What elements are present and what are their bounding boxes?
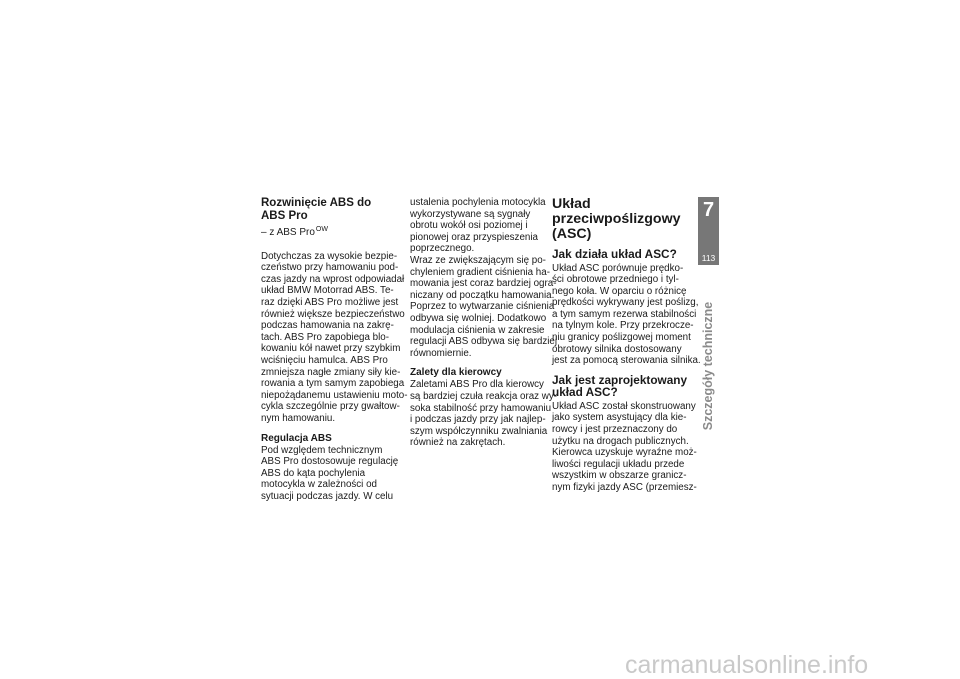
zalety-heading: Zalety dla kierowcy xyxy=(410,367,502,379)
abs-pro-heading xyxy=(261,197,406,223)
text-line: Układ ASC został skonstruowany xyxy=(552,400,696,412)
text-line: pionowej oraz przyspieszenia xyxy=(410,231,538,243)
text-line: prędkości wykrywany jest poślizg, xyxy=(552,297,699,309)
heading-line: Jak działa układ ASC? xyxy=(552,247,677,261)
title-line: przeciwpoślizgowy xyxy=(552,211,681,227)
text-line: rowcy i jest przeznaczony do xyxy=(552,424,678,436)
abs-pro-continued-paragraph xyxy=(410,197,558,359)
heading-line: Jak jest zaprojektowany xyxy=(552,372,688,387)
text-line: użytku na drogach publicznych. xyxy=(552,435,689,447)
regulacja-abs-heading: Regulacja ABS xyxy=(261,432,332,444)
text-line: niepożądanemu ustawieniu moto- xyxy=(261,389,408,401)
text-line: i podczas jazdy przy jak najlep- xyxy=(410,414,546,426)
text-line: obrotu wokół osi poziomej i xyxy=(410,220,528,232)
title-line: Układ xyxy=(552,196,591,212)
text-line: jest za pomocą sterowania silnika. xyxy=(552,355,701,367)
chapter-title-vertical: Szczegóły techniczne xyxy=(701,301,715,431)
text-line: szym współczynniku zwalniania xyxy=(410,425,548,437)
text-line: nym hamowaniu. xyxy=(261,412,336,424)
text-line: niu granicy poślizgowej moment xyxy=(552,332,691,344)
text-line: tach. ABS Pro zapobiega blo- xyxy=(261,331,389,343)
text-line: ABS do kąta pochylenia xyxy=(261,467,366,479)
text-line: zmniejsza nagłe zmiany siły kie- xyxy=(261,366,401,378)
jak-zaprojektowany-heading xyxy=(552,374,700,399)
text-line: wszystkim w obszarze granicz- xyxy=(552,470,687,482)
text-line: raz dzięki ABS Pro możliwe jest xyxy=(261,296,399,308)
heading-line: Rozwinięcie ABS do xyxy=(261,197,372,209)
column-3 xyxy=(552,197,700,494)
text-line: rowania a tym samym zapobiega xyxy=(261,378,405,390)
text-line: a tym samym rezerwa stabilności xyxy=(552,308,697,320)
regulacja-abs-paragraph xyxy=(261,445,406,503)
text-line: nego koła. W oparciu o różnicę xyxy=(552,285,687,297)
text-line: odbywa się wolniej. Dodatkowo xyxy=(410,312,547,324)
jak-zaprojektowany-paragraph xyxy=(552,401,700,494)
spacer xyxy=(261,239,406,251)
text-line: ABS Pro dostosowuje regulację xyxy=(261,456,399,468)
text-line: wciśnięciu hamulca. ABS Pro xyxy=(261,354,388,366)
jak-dziala-paragraph xyxy=(552,263,700,367)
text-line: ustalenia pochylenia motocykla xyxy=(410,197,546,208)
text-line: czeństwo przy hamowaniu pod- xyxy=(261,262,399,274)
chapter-tab xyxy=(698,197,719,265)
heading-line: ABS Pro xyxy=(261,210,308,222)
title-line: (ASC) xyxy=(552,226,592,242)
zalety-paragraph xyxy=(410,379,558,449)
text-line: czas jazdy na wprost odpowiadał xyxy=(261,273,405,285)
spacer xyxy=(261,425,406,433)
text-line: niczany od początku hamowania. xyxy=(410,289,555,301)
text-line: obrotowy silnika dostosowany xyxy=(552,343,682,355)
text-line: motocykla w zależności od xyxy=(261,479,377,491)
spacer xyxy=(410,359,555,367)
asc-title xyxy=(552,197,700,242)
column-2 xyxy=(410,197,558,449)
text-line: Kierowca uzyskuje wyraźne moż- xyxy=(552,447,697,459)
watermark: carmanualsonline.info xyxy=(625,651,869,679)
text-line: mowania jest coraz bardziej ogra- xyxy=(410,278,557,290)
text-line: na tylnym kole. Przy przekrocze- xyxy=(552,320,694,332)
text-line: Poprzez to wytwarzanie ciśnienia xyxy=(410,301,555,313)
text-line: jako system asystujący dla kie- xyxy=(552,412,687,424)
text-line: podczas hamowania na zakrę- xyxy=(261,320,394,332)
text-line: są bardziej czuła reakcja oraz wy- xyxy=(410,390,558,402)
jak-dziala-heading xyxy=(552,248,700,261)
text-line: chyleniem gradient ciśnienia ha- xyxy=(410,266,550,278)
heading-line: układ ASC? xyxy=(552,385,618,400)
text-line: również na zakrętach. xyxy=(410,437,506,449)
text-line: kowaniu kół nawet przy szybkim xyxy=(261,343,401,355)
text-line: poprzecznego. xyxy=(410,243,475,255)
text-line: soka stabilność przy hamowaniu xyxy=(410,402,552,414)
abs-pro-paragraph xyxy=(261,251,406,425)
text-line: Wraz ze zwiększającym się po- xyxy=(410,254,546,266)
text-line: Zaletami ABS Pro dla kierowcy xyxy=(410,379,544,391)
text-line: układ BMW Motorrad ABS. Te- xyxy=(261,285,394,297)
text-line: Układ ASC porównuje prędko- xyxy=(552,262,684,274)
text-line: nym fizyki jazdy ASC (przemiesz- xyxy=(552,482,697,493)
text-line: również większe bezpieczeństwo xyxy=(261,308,405,320)
text-line: Dotychczas za wysokie bezpie- xyxy=(261,250,398,262)
text-line: sytuacji podczas jazdy. W celu xyxy=(261,490,394,502)
chapter-number: 7 xyxy=(702,199,715,221)
page-number: 113 xyxy=(701,253,716,263)
abs-pro-subheading xyxy=(261,224,406,239)
text-line: regulacji ABS odbywa się bardziej xyxy=(410,336,558,348)
option-code: OW xyxy=(315,226,328,233)
text-line: wykorzystywane są sygnały xyxy=(410,208,531,220)
text-line: cykla szczególnie przy gwałtow- xyxy=(261,401,400,413)
text-line: ści obrotowe przedniego i tyl- xyxy=(552,274,679,286)
column-1 xyxy=(261,197,406,502)
text-line: liwości regulacji układu przede xyxy=(552,458,685,470)
text-line: równomiernie. xyxy=(410,347,472,359)
text-line: modulacja ciśnienia w zakresie xyxy=(410,324,545,336)
subheading-text: – z ABS Pro xyxy=(261,227,315,238)
text-line: Pod względem technicznym xyxy=(261,444,383,456)
